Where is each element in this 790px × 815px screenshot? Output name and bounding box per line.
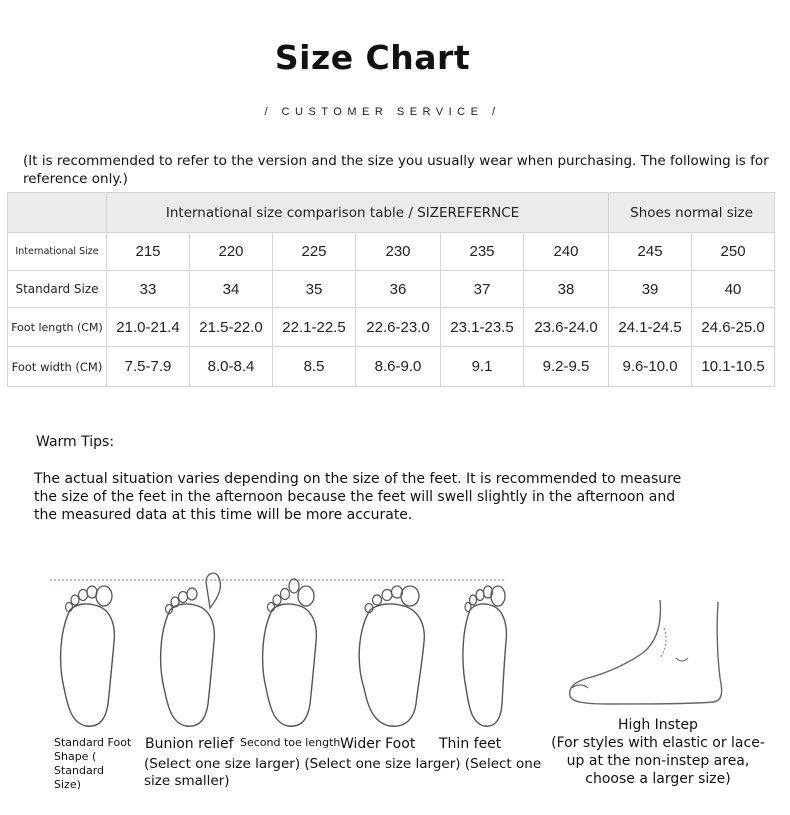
table-cell: 225 xyxy=(273,233,356,271)
table-row xyxy=(8,271,775,308)
table-cell: 39 xyxy=(609,271,692,308)
table-cell: 37 xyxy=(441,271,524,308)
table-cell: 9.1 xyxy=(441,347,524,387)
table-cell: 24.6-25.0 xyxy=(692,308,775,347)
table-cell: 21.5-22.0 xyxy=(190,308,273,347)
thin-feet-label: Thin feet xyxy=(439,736,502,752)
high-instep-caption xyxy=(544,716,772,788)
reference-note: (It is recommended to refer to the version and the size you usually wear when purchasing. The following is for reference only.) xyxy=(23,153,769,187)
table-cell: 22.6-23.0 xyxy=(356,308,441,347)
page-subtitle: / CUSTOMER SERVICE / xyxy=(264,106,501,118)
row-label: Standard Size xyxy=(8,271,107,308)
table-row xyxy=(8,308,775,347)
table-cell: 8.0-8.4 xyxy=(190,347,273,387)
second-toe-label: Second toe length xyxy=(240,736,341,749)
tips-heading: Warm Tips: xyxy=(36,434,115,450)
row-label: Foot length (CM) xyxy=(8,308,107,347)
page-title: Size Chart xyxy=(274,38,471,77)
table-cell: 36 xyxy=(356,271,441,308)
table-cell: 235 xyxy=(441,233,524,271)
table-cell: 34 xyxy=(190,271,273,308)
high-instep-title: High Instep xyxy=(618,717,698,733)
tips-body: The actual situation varies depending on the size of the feet. It is recommended to measure the size of the feet in the afternoon because the feet will swell slightly in the afternoon and the measured data at this time will be more accurate. xyxy=(34,471,682,523)
table-cell: 215 xyxy=(107,233,190,271)
table-cell: 7.5-7.9 xyxy=(107,347,190,387)
thin-foot-icon xyxy=(463,586,506,726)
high-instep-foot-icon xyxy=(548,592,748,712)
bunion-label: Bunion relief xyxy=(145,736,234,752)
table-cell: 220 xyxy=(190,233,273,271)
wider-foot-label: Wider Foot xyxy=(340,736,416,752)
header-empty-cell xyxy=(8,193,107,233)
table-cell: 24.1-24.5 xyxy=(609,308,692,347)
size-advice-line-1: (Select one size larger) (Select one size larger) (Select one xyxy=(144,756,542,772)
size-comparison-table xyxy=(7,192,775,387)
table-row xyxy=(8,347,775,387)
table-cell: 8.6-9.0 xyxy=(356,347,441,387)
table-cell: 33 xyxy=(107,271,190,308)
table-cell: 230 xyxy=(356,233,441,271)
table-cell: 9.6-10.0 xyxy=(609,347,692,387)
table-cell: 21.0-21.4 xyxy=(107,308,190,347)
table-cell: 23.6-24.0 xyxy=(524,308,609,347)
table-row xyxy=(8,233,775,271)
table-header-right: Shoes normal size xyxy=(609,193,775,233)
second-toe-foot-icon xyxy=(263,579,317,726)
table-header-main: International size comparison table / SIZEREFERNCE xyxy=(107,193,609,233)
size-advice-line-2: size smaller) xyxy=(144,773,230,789)
table-cell: 23.1-23.5 xyxy=(441,308,524,347)
bunion-foot-icon xyxy=(161,573,221,726)
table-cell: 22.1-22.5 xyxy=(273,308,356,347)
standard-foot-label: Standard Foot Shape ( Standard Size) xyxy=(54,736,132,791)
table-header-row xyxy=(8,193,775,233)
table-cell: 8.5 xyxy=(273,347,356,387)
table-cell: 40 xyxy=(692,271,775,308)
row-label: International Size xyxy=(8,233,107,271)
table-cell: 245 xyxy=(609,233,692,271)
table-cell: 38 xyxy=(524,271,609,308)
table-cell: 240 xyxy=(524,233,609,271)
foot-shapes-illustration xyxy=(46,568,516,728)
table-cell: 250 xyxy=(692,233,775,271)
table-cell: 9.2-9.5 xyxy=(524,347,609,387)
high-instep-description: (For styles with elastic or lace-up at the non-instep area, choose a larger size) xyxy=(551,735,765,787)
wide-foot-icon xyxy=(359,586,424,726)
table-cell: 35 xyxy=(273,271,356,308)
row-label: Foot width (CM) xyxy=(8,347,107,387)
table-cell: 10.1-10.5 xyxy=(692,347,775,387)
standard-foot-icon xyxy=(61,586,115,726)
